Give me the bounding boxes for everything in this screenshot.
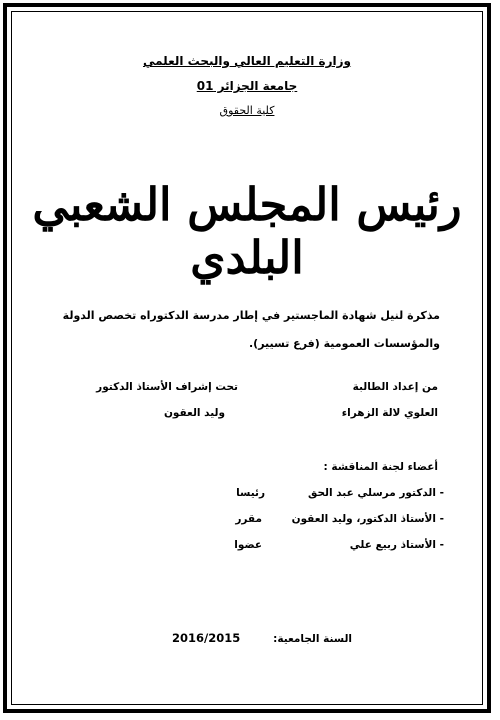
committee-member-role: مقرر: [235, 513, 262, 525]
ministry-line: [0, 54, 494, 68]
supervisor-name: وليد العقون: [163, 407, 225, 419]
thesis-line-1: مذكرة لنيل شهادة الماجستير في إطار مدرسة الدكتوراه تخصص الدولة: [62, 309, 440, 322]
committee-member-role: رئيسا: [236, 487, 265, 499]
supervisor-label: تحت إشراف الأستاذ الدكتور: [96, 381, 238, 393]
prepared-by-label: من إعداد الطالبة: [352, 381, 438, 393]
committee-member-name: - الأستاذ ربيع علي: [349, 539, 444, 551]
faculty-line: [0, 104, 494, 117]
academic-year-value: 2016/2015: [172, 631, 241, 645]
student-name: العلوي لالة الزهراء: [341, 407, 438, 419]
ministry-text: وزارة التعليم العالي والبحث العلمي: [142, 54, 352, 68]
committee-heading: أعضاء لجنة المناقشة :: [323, 461, 438, 473]
academic-year-label: السنة الجامعية:: [273, 633, 352, 645]
university-line: [0, 79, 494, 93]
faculty-text: كلية الحقوق: [219, 104, 275, 117]
thesis-line-2: والمؤسسات العمومية (فرع تسيير).: [249, 337, 440, 350]
committee-member-name: - الدكتور مرسلي عبد الحق: [308, 487, 444, 499]
committee-member-name: - الأستاذ الدكتور، وليد العقون: [291, 513, 444, 525]
committee-member-role: عضوا: [234, 539, 262, 551]
university-text: جامعة الجزائر 01: [196, 79, 298, 93]
document-title: رئيس المجلس الشعبي البلدي: [32, 178, 462, 284]
